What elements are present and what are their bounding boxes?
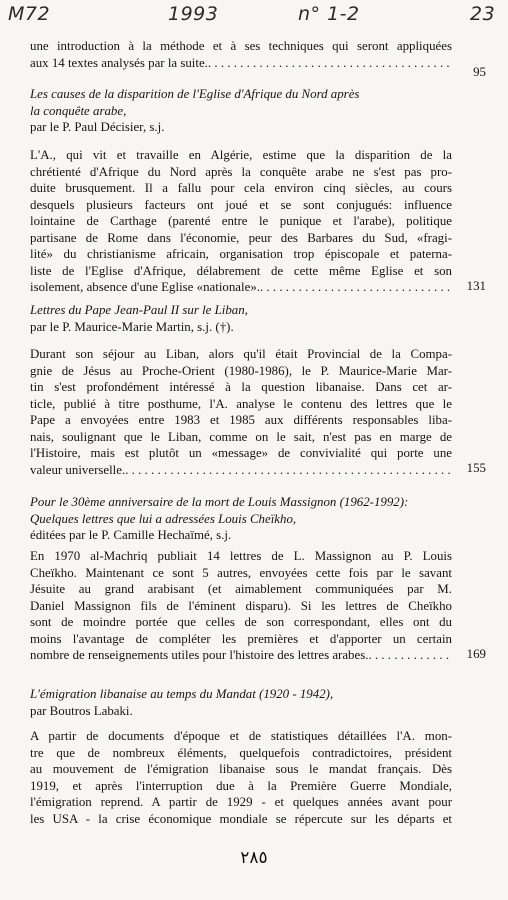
summary-line: chrétienté d'Afrique du Nord après la conquête arabe ne s'est pas pro- <box>30 164 452 179</box>
toc-entry-title <box>30 686 452 719</box>
summary-line: moins l'avantage de compléter les premières et d'apporter un certain <box>30 631 452 646</box>
summary-line: gnie de Jésus au Proche-Orient (1980-1986), le P. Maurice-Marie Mar- <box>30 363 452 378</box>
summary-line: au mouvement de l'émigration libanaise sous le mandat français. Dès <box>30 762 452 776</box>
summary-line: Cheïkho. Maintenant ce sont 5 autres, envoyées cette fois par le savant <box>30 565 452 580</box>
handwritten-note-right: 23 <box>470 3 496 25</box>
summary-line: une introduction à la méthode et à ses techniques qui seront appliquées <box>30 39 452 53</box>
entry-author: par le P. Maurice-Marie Martin, s.j. (†). <box>30 319 234 334</box>
summary-line: nais, soulignant que le Liban, comme on le sait, n'est pas en marge de <box>30 429 452 444</box>
summary-line: En 1970 al-Machriq publiait 14 lettres de L. Massignon au P. Louis <box>30 549 452 563</box>
entry-title-line: la conquête arabe, <box>30 103 127 118</box>
toc-entry-summary <box>30 147 452 296</box>
entry-title-line: Quelques lettres que lui a adressées Louis Cheïkho, <box>30 511 297 526</box>
page-number: 155 <box>466 461 486 475</box>
summary-line: l'Histoire, mais est plutôt un «message» de convivialité qui porte une <box>30 446 452 460</box>
toc-entry-title <box>30 302 452 335</box>
summary-line: ticle, publié à titre posthume, l'A. analyse le contenu des lettres que le <box>30 396 452 411</box>
summary-line: Durant son séjour au Liban, alors qu'il était Provincial de la Compa- <box>30 347 452 361</box>
entry-title-line: Pour le 30ème anniversaire de la mort de Louis Massignon (1962-1992): <box>30 495 409 509</box>
summary-line: duite brusquement. Il a fallu pour cela environ cinq siècles, au cours <box>30 181 452 195</box>
summary-last-line: isolement, absence d'une Eglise «nationale». . . . <box>30 279 452 296</box>
summary-last-line: valeur universelle. . . . <box>30 462 452 479</box>
summary-line: sont de moindre portée que celles de son correspondant, elles ont du <box>30 615 452 629</box>
summary-line: 1919, et après l'interruption due à la Première Guerre Mondiale, <box>30 778 452 793</box>
page-number: 169 <box>466 647 486 661</box>
summary-line: Daniel Massignon fils de l'éminent disparu). Si les lettres de Cheïkho <box>30 598 452 613</box>
summary-last-line: nombre de renseignements utiles pour l'histoire des lettres arabes. . . . <box>30 647 452 664</box>
toc-entry-continuation <box>30 38 452 71</box>
entry-title-line: Les causes de la disparition de l'Eglise d'Afrique du Nord après <box>30 87 360 101</box>
summary-line: Jésuite au grand arabisant (et aimablement communiquées par M. <box>30 582 452 596</box>
page-number: 131 <box>466 279 486 293</box>
toc-entry-summary <box>30 548 452 664</box>
summary-line: les USA - la crise économique mondiale se répercute sur les départs et <box>30 811 452 826</box>
summary-line: lité» du christianisme africain, organisation trop épiscopale et paterna- <box>30 247 452 261</box>
summary-line: l'émigration reprend. A partir de 1929 - et quelques années avant pour <box>30 795 452 809</box>
toc-entry-title <box>30 86 452 136</box>
summary-line: tre que de nombreux éléments, quelquefois contradictoires, président <box>30 745 452 760</box>
entry-author: par Boutros Labaki. <box>30 703 133 718</box>
entry-title-line: Lettres du Pape Jean-Paul II sur le Liban, <box>30 303 248 317</box>
handwritten-issue: n° 1-2 <box>298 3 360 25</box>
toc-entry-summary <box>30 728 452 827</box>
page-footer-number: ٢٨٥ <box>240 848 268 868</box>
handwritten-year: 1993 <box>168 3 219 25</box>
summary-line: desquels plusieurs facteurs ont joué et se sont conjugués: influence <box>30 197 452 212</box>
entry-author: éditées par le P. Camille Hechaïmé, s.j. <box>30 528 232 542</box>
summary-line: partisane de Rome dans l'économie, peur des Barbares du Sud, «fragi- <box>30 230 452 245</box>
summary-line: Pape a envoyées entre 1983 et 1985 aux différents responsables liba- <box>30 413 452 427</box>
toc-entry-title <box>30 494 452 544</box>
summary-line: lointaine de Carthage (parenté entre le punique et l'arabe), politique <box>30 214 452 228</box>
summary-line: liste de l'Eglise d'Afrique, délabrement de cette même Eglise et son <box>30 263 452 278</box>
summary-last-line: aux 14 textes analysés par la suite. . . . <box>30 55 452 72</box>
summary-line: tin s'est profondément intéressé à la question libanaise. Dans cet ar- <box>30 380 452 394</box>
summary-line: L'A., qui vit et travaille en Algérie, estime que la disparition de la <box>30 148 452 162</box>
summary-line: A partir de documents d'époque et de statistiques détaillées l'A. mon- <box>30 729 452 743</box>
page-number: 95 <box>473 65 486 79</box>
entry-author: par le P. Paul Décisier, s.j. <box>30 120 165 134</box>
toc-entry-summary <box>30 346 452 478</box>
entry-title-line: L'émigration libanaise au temps du Mandat (1920 - 1942), <box>30 687 334 701</box>
handwritten-note-left: M72 <box>8 3 51 25</box>
